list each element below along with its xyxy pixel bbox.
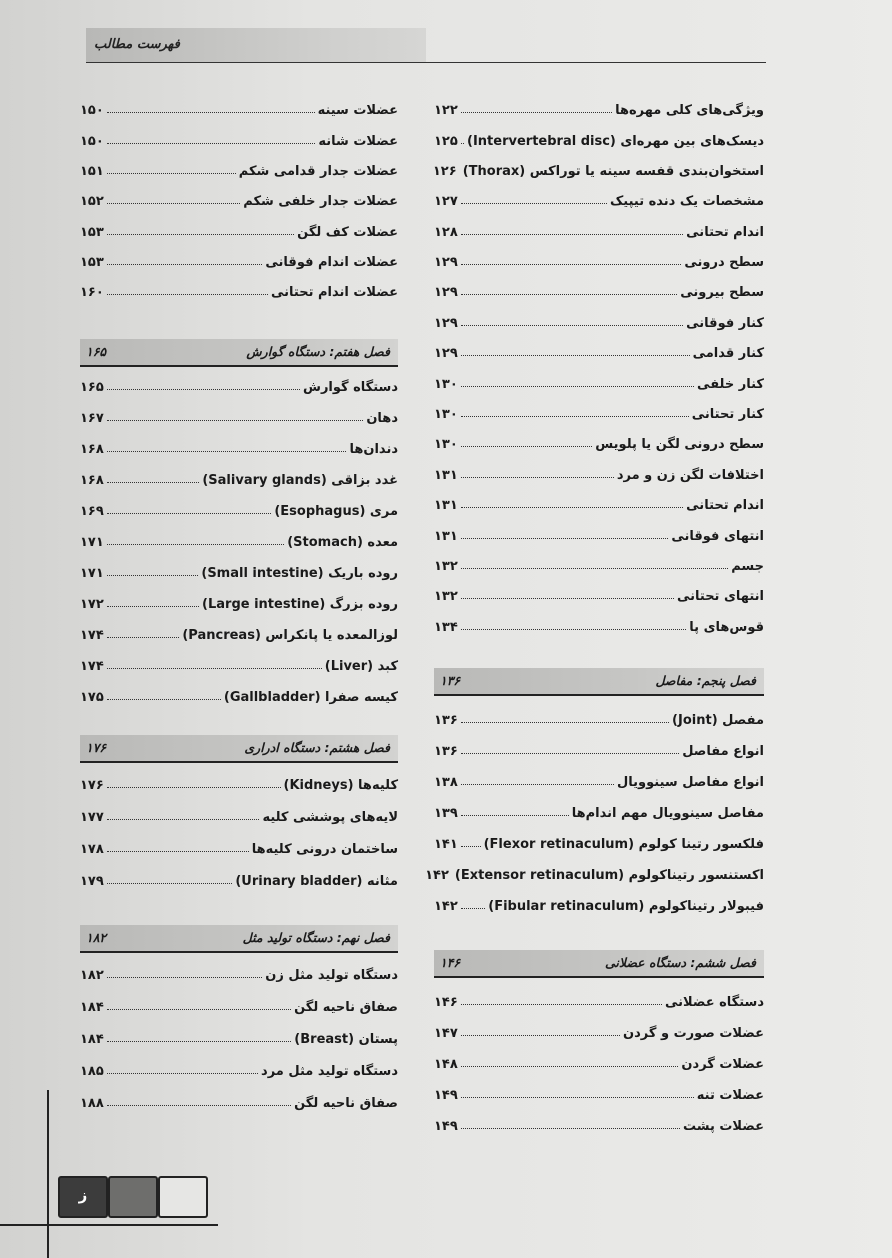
entry-page: ۱۴۲ [425,868,449,883]
toc-entry[interactable] [80,861,398,889]
entry-title: مشخصات یک دنده تیپیک [609,194,764,209]
chapter-title: فصل ششم: دستگاه عضلانی [604,955,756,970]
entry-title: عضلات صورت و گردن [623,1026,764,1041]
entry-title: عضلات جدار خلفی شکم [243,194,398,209]
entry-page: ۱۳۰ [434,377,458,392]
entry-title: عضلات گردن [681,1057,764,1072]
entry-title: دستگاه تولید مثل زن [265,968,398,983]
entry-title: دندان‌ها [349,442,398,457]
entry-page: ۱۴۱ [434,837,458,852]
entry-title: روده باریک (Small intestine) [201,566,398,581]
entry-page: ۱۳۶ [434,744,458,759]
leader-dots [107,575,199,576]
chapter-title: فصل هشتم: دستگاه ادراری [244,740,390,755]
leader-dots [461,784,614,785]
entry-page: ۱۶۹ [80,504,104,519]
leader-dots [461,355,690,356]
toc-entry[interactable] [434,121,764,149]
chapter-title: فصل نهم: دستگاه تولید مثل [242,930,390,945]
leader-dots [107,1073,258,1074]
leader-dots [461,846,481,847]
entry-title: انتهای فوقانی [671,529,764,544]
leader-dots [461,143,464,144]
entry-page: ۱۳۱ [434,529,458,544]
chapter-heading [434,950,764,978]
entry-page: ۱۴۹ [434,1119,458,1134]
toc-entry[interactable] [434,1044,764,1072]
entry-title: دستگاه تولید مثل مرد [261,1064,398,1079]
toc-entry[interactable] [80,491,398,519]
toc-entry[interactable] [80,829,398,857]
entry-title: مثانه (Urinary bladder) [235,874,398,889]
entry-title: صفاق ناحیه لگن [294,1000,398,1015]
leader-dots [461,1004,662,1005]
entry-title: لوزالمعده یا پانکراس (Pancreas) [182,628,398,643]
leader-dots [461,446,592,447]
toc-entry[interactable] [434,762,764,790]
entry-page: ۱۲۹ [434,285,458,300]
entry-title: معده (Stomach) [287,535,398,550]
entry-title: عضلات اندام فوقانی [265,255,398,270]
toc-entry[interactable] [434,607,764,635]
leader-dots [461,386,694,387]
entry-page: ۱۷۶ [80,778,104,793]
leader-dots [461,264,682,265]
entry-page: ۱۵۰ [80,103,104,118]
entry-page: ۱۳۰ [434,407,458,422]
entry-title: پستان (Breast) [294,1032,398,1047]
entry-page: ۱۵۳ [80,225,104,240]
chapter-page: ۱۷۶ [86,740,107,755]
entry-page: ۱۲۹ [434,255,458,270]
entry-page: ۱۷۴ [80,659,104,674]
chapter-heading [80,735,398,763]
toc-entry[interactable] [80,121,398,149]
entry-page: ۱۷۱ [80,566,104,581]
entry-title: مفاصل سینوویال مهم اندام‌ها [571,806,764,821]
toc-entry[interactable] [434,272,764,300]
entry-title: سطح درونی [684,255,764,270]
entry-page: ۱۳۰ [434,437,458,452]
toc-entry[interactable] [434,516,764,544]
toc-entry[interactable] [80,615,398,643]
chapter-title: فصل پنجم: مفاصل [655,673,756,688]
entry-title: صفاق ناحیه لگن [294,1096,398,1111]
toc-entry[interactable] [434,424,764,452]
toc-entry[interactable] [434,700,764,728]
leader-dots [107,544,284,545]
leader-dots [107,819,260,820]
toc-entry[interactable] [80,460,398,488]
entry-title: دهان [366,411,398,426]
entry-title: دیسک‌های بین مهره‌ای (Intervertebral disc) [467,134,764,149]
toc-entry[interactable] [80,1051,398,1079]
toc-entry[interactable] [434,1106,764,1134]
entry-page: ۱۸۸ [80,1096,104,1111]
entry-page: ۱۴۲ [434,899,458,914]
entry-page: ۱۷۲ [80,597,104,612]
toc-entry[interactable] [80,429,398,457]
entry-title: فلکسور رتینا کولوم (Flexor retinaculum) [483,837,764,852]
toc-entry[interactable] [80,242,398,270]
entry-title: اندام تحتانی [686,498,764,513]
entry-page: ۱۳۱ [434,468,458,483]
entry-title: کنار قدامی [692,346,764,361]
leader-dots [461,234,683,235]
entry-title: مری (Esophagus) [274,504,398,519]
toc-entry[interactable] [434,1013,764,1041]
toc-entry[interactable] [80,212,398,240]
leader-dots [461,1066,679,1067]
entry-title: کیسه صفرا (Gallbladder) [223,690,398,705]
toc-entry[interactable] [80,1083,398,1111]
entry-page: ۱۶۷ [80,411,104,426]
toc-entry[interactable] [434,394,764,422]
leader-dots [461,294,677,295]
leader-dots [461,416,689,417]
leader-dots [461,538,669,539]
toc-entry[interactable] [80,955,398,983]
entry-page: ۱۲۹ [434,346,458,361]
footer-horizontal-rule [0,1224,218,1226]
leader-dots [107,851,249,852]
toc-entry[interactable] [80,1019,398,1047]
entry-page: ۱۷۷ [80,810,104,825]
leader-dots [461,1097,694,1098]
entry-page: ۱۷۴ [80,628,104,643]
entry-title: دستگاه عضلانی [665,995,764,1010]
entry-page: ۱۸۲ [80,968,104,983]
leader-dots [107,264,263,265]
entry-page: ۱۷۹ [80,874,104,889]
running-header-title: فهرست مطالب [94,37,180,52]
entry-title: دستگاه گوارش [303,380,398,395]
entry-page: ۱۳۹ [434,806,458,821]
leader-dots [461,112,612,113]
entry-title: جسم [731,559,764,574]
leader-dots [107,389,300,390]
entry-page: ۱۷۸ [80,842,104,857]
chapter-page: ۱۸۲ [86,930,107,945]
entry-page: ۱۳۴ [434,620,458,635]
entry-page: ۱۴۹ [434,1088,458,1103]
entry-page: ۱۲۵ [434,134,458,149]
entry-page: ۱۲۷ [434,194,458,209]
leader-dots [461,722,669,723]
entry-title: ویژگی‌های کلی مهره‌ها [615,103,764,118]
entry-title: فیبولار رتیناکولوم (Fibular retinaculum) [488,899,764,914]
leader-dots [107,420,364,421]
toc-entry[interactable] [434,485,764,513]
footer-decor-box [108,1176,158,1218]
entry-page: ۱۵۰ [80,134,104,149]
page-letter: ز [78,1186,88,1204]
toc-entry[interactable] [434,151,764,179]
leader-dots [461,477,614,478]
entry-page: ۱۶۸ [80,473,104,488]
toc-right-column [425,0,764,1258]
entry-page: ۱۶۰ [80,285,104,300]
entry-page: ۱۴۶ [434,995,458,1010]
leader-dots [461,203,607,204]
toc-entry[interactable] [80,677,398,705]
entry-title: عضلات اندام تحتانی [271,285,398,300]
leader-dots [461,325,683,326]
leader-dots [461,629,686,630]
toc-entry[interactable] [434,1075,764,1103]
entry-title: اندام تحتانی [686,225,764,240]
entry-title: انواع مفاصل [682,744,764,759]
entry-title: کلیه‌ها (Kidneys) [283,778,398,793]
entry-title: کنار فوقانی [686,316,764,331]
entry-title: کنار خلفی [697,377,764,392]
leader-dots [107,513,272,514]
toc-entry[interactable] [80,181,398,209]
chapter-heading [434,668,764,696]
toc-entry[interactable] [434,90,764,118]
toc-entry[interactable] [434,333,764,361]
entry-page: ۱۷۵ [80,690,104,705]
entry-page: ۱۴۸ [434,1057,458,1072]
entry-page: ۱۳۶ [434,713,458,728]
toc-entry[interactable] [434,242,764,270]
entry-title: عضلات شانه [318,134,398,149]
leader-dots [107,234,294,235]
page-number-box [58,1176,108,1218]
entry-title: مفصل (Joint) [672,713,764,728]
entry-title: اختلافات لگن زن و مرد [616,468,764,483]
entry-page: ۱۲۲ [434,103,458,118]
leader-dots [107,606,199,607]
leader-dots [461,1035,620,1036]
entry-title: سطح بیرونی [680,285,764,300]
leader-dots [107,977,262,978]
toc-entry[interactable] [434,886,764,914]
footer-vertical-rule [47,1090,49,1258]
entry-page: ۱۳۸ [434,775,458,790]
entry-page: ۱۸۴ [80,1032,104,1047]
toc-entry[interactable] [434,824,764,852]
entry-title: عضلات کف لگن [297,225,398,240]
entry-page: ۱۵۱ [80,164,104,179]
footer-decor-box [158,1176,208,1218]
leader-dots [107,699,221,700]
leader-dots [461,753,679,754]
toc-entry[interactable] [80,398,398,426]
leader-dots [107,482,200,483]
leader-dots [461,815,569,816]
entry-page: ۱۵۲ [80,194,104,209]
entry-title: عضلات سینه [317,103,398,118]
entry-title: غدد بزاقی (Salivary glands) [202,473,398,488]
toc-entry[interactable] [80,584,398,612]
leader-dots [107,1041,291,1042]
entry-page: ۱۲۹ [434,316,458,331]
toc-entry[interactable] [425,855,764,883]
entry-page: ۱۴۷ [434,1026,458,1041]
entry-page: ۱۸۵ [80,1064,104,1079]
entry-title: انواع مفاصل سینوویال [617,775,764,790]
entry-title: استخوان‌بندی قفسه سینه یا توراکس (Thorax) [462,164,764,179]
leader-dots [107,1105,291,1106]
entry-page: ۱۸۴ [80,1000,104,1015]
leader-dots [107,883,233,884]
toc-entry[interactable] [434,731,764,759]
toc-left-column [80,0,398,1258]
leader-dots [107,451,347,452]
entry-title: قوس‌های پا [689,620,764,635]
leader-dots [461,1128,680,1129]
entry-title: ساختمان درونی کلیه‌ها [251,842,398,857]
toc-entry[interactable] [80,553,398,581]
entry-page: ۱۵۳ [80,255,104,270]
chapter-heading [80,339,398,367]
toc-entry[interactable] [80,646,398,674]
chapter-page: ۱۳۶ [440,673,461,688]
leader-dots [107,294,268,295]
toc-entry[interactable] [434,181,764,209]
toc-entry[interactable] [80,90,398,118]
toc-entry[interactable] [434,546,764,574]
toc-entry[interactable] [434,212,764,240]
toc-entry[interactable] [80,765,398,793]
chapter-title: فصل هفتم: دستگاه گوارش [246,344,390,359]
toc-entry[interactable] [434,303,764,331]
entry-page: ۱۳۲ [434,559,458,574]
toc-entry[interactable] [80,367,398,395]
toc-entry[interactable] [434,793,764,821]
entry-page: ۱۳۱ [434,498,458,513]
toc-entry[interactable] [80,797,398,825]
entry-page: ۱۶۸ [80,442,104,457]
leader-dots [461,568,728,569]
entry-title: اکستنسور رتیناکولوم (Extensor retinaculum) [454,868,764,883]
chapter-page: ۱۶۵ [86,344,107,359]
entry-title: عضلات جدار قدامی شکم [238,164,398,179]
entry-page: ۱۲۶ [432,164,457,179]
entry-title: لایه‌های پوششی کلیه [262,810,398,825]
leader-dots [107,787,281,788]
toc-entry[interactable] [434,982,764,1010]
leader-dots [107,143,316,144]
toc-entry[interactable] [434,455,764,483]
chapter-heading [80,925,398,953]
leader-dots [461,908,485,909]
entry-title: عضلات تنه [696,1088,764,1103]
leader-dots [107,637,180,638]
toc-entry[interactable] [80,272,398,300]
leader-dots [461,598,674,599]
toc-entry[interactable] [434,576,764,604]
entry-title: روده بزرگ (Large intestine) [202,597,398,612]
entry-page: ۱۶۵ [80,380,104,395]
entry-page: ۱۳۲ [434,589,458,604]
leader-dots [107,173,236,174]
leader-dots [107,203,240,204]
entry-title: کنار تحتانی [691,407,764,422]
leader-dots [107,112,315,113]
entry-page: ۱۷۱ [80,535,104,550]
leader-dots [107,668,322,669]
entry-title: کبد (Liver) [324,659,398,674]
toc-entry[interactable] [80,151,398,179]
leader-dots [107,1009,291,1010]
toc-entry[interactable] [80,522,398,550]
toc-entry[interactable] [434,364,764,392]
leader-dots [461,507,683,508]
entry-title: عضلات پشت [682,1119,764,1134]
entry-title: انتهای تحتانی [676,589,764,604]
chapter-page: ۱۴۶ [440,955,461,970]
entry-title: سطح درونی لگن یا پلویس [595,437,764,452]
entry-page: ۱۲۸ [434,225,458,240]
toc-entry[interactable] [80,987,398,1015]
